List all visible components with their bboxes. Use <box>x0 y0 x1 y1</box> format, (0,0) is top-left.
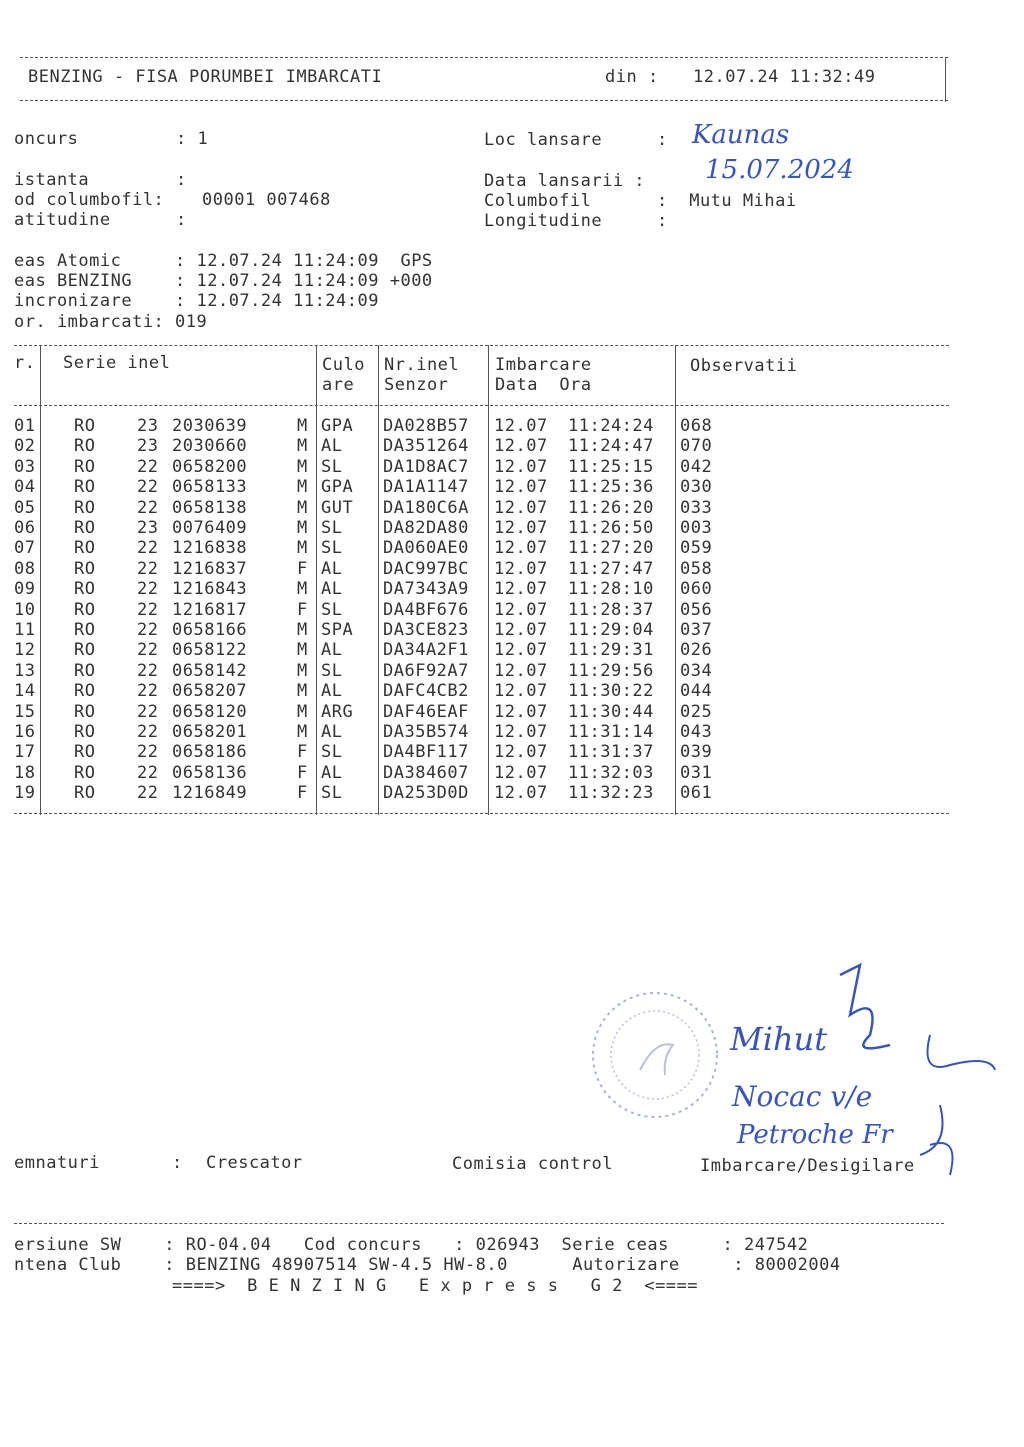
row-obs: 039 <box>680 742 713 763</box>
row-sex: M <box>297 477 308 498</box>
row-culoare: AL <box>321 762 343 783</box>
table-row <box>0 783 1024 803</box>
row-tara: RO <box>74 436 96 457</box>
row-tara: RO <box>74 497 96 518</box>
row-nr: 17 <box>14 742 36 763</box>
row-nr: 02 <box>14 436 36 457</box>
row-obs: 070 <box>680 436 713 457</box>
row-senzor: DA34A2F1 <box>383 640 469 661</box>
row-serie: 2030639 <box>172 416 248 436</box>
row-tara: RO <box>74 579 96 600</box>
row-ora: 11:25:15 <box>568 456 654 477</box>
row-obs: 043 <box>680 722 713 742</box>
row-nr: 11 <box>14 620 36 640</box>
table-row <box>0 457 1024 477</box>
row-senzor: DA180C6A <box>383 497 469 518</box>
cod-columbofil-value: 00001 007468 <box>202 190 331 210</box>
row-obs: 026 <box>680 640 713 661</box>
nr-imbarcati: or. imbarcati: 019 <box>14 312 208 332</box>
row-obs: 060 <box>680 579 713 600</box>
row-data: 12.07 <box>494 660 548 681</box>
row-nr: 14 <box>14 681 36 702</box>
row-culoare: AL <box>321 558 343 579</box>
table-top-rule <box>14 345 949 346</box>
row-obs: 056 <box>680 599 713 620</box>
row-sex: M <box>297 722 308 742</box>
row-serie: 2030660 <box>172 436 248 457</box>
distanta-label: istanta <box>14 170 90 190</box>
row-ora: 11:28:10 <box>568 579 654 600</box>
row-tara: RO <box>74 558 96 579</box>
col-header-imbarcare-1: Imbarcare <box>495 355 592 375</box>
row-an: 22 <box>137 477 159 498</box>
row-culoare: SL <box>321 783 343 804</box>
table-row <box>0 640 1024 660</box>
row-ora: 11:24:24 <box>568 416 654 436</box>
row-ora: 11:29:56 <box>568 660 654 681</box>
row-culoare: AL <box>321 579 343 600</box>
table-bottom-rule <box>14 813 949 814</box>
table-row <box>0 763 1024 783</box>
row-data: 12.07 <box>494 620 548 640</box>
col-header-nrinel-1: Nr.inel <box>384 355 460 375</box>
row-obs: 030 <box>680 477 713 498</box>
signature-flourish <box>820 955 1020 1185</box>
row-data: 12.07 <box>494 497 548 518</box>
row-ora: 11:32:23 <box>568 783 654 804</box>
row-serie: 1216849 <box>172 783 248 804</box>
imbarcare-desigilare-label: Imbarcare/Desigilare <box>700 1156 915 1176</box>
row-serie: 1216843 <box>172 579 248 600</box>
row-sex: M <box>297 660 308 681</box>
row-obs: 034 <box>680 660 713 681</box>
row-serie: 0658186 <box>172 742 248 763</box>
row-senzor: DA384607 <box>383 762 469 783</box>
row-tara: RO <box>74 640 96 661</box>
row-ora: 11:24:47 <box>568 436 654 457</box>
crescator-label: Crescator <box>206 1153 303 1173</box>
row-nr: 06 <box>14 518 36 538</box>
row-obs: 044 <box>680 681 713 702</box>
row-culoare: GPA <box>321 416 354 436</box>
signature-3: Petroche Fr <box>737 1120 893 1150</box>
row-an: 22 <box>137 783 159 804</box>
row-ora: 11:28:37 <box>568 599 654 620</box>
row-data: 12.07 <box>494 436 548 457</box>
row-culoare: SL <box>321 456 343 477</box>
row-ora: 11:32:03 <box>568 762 654 783</box>
row-obs: 058 <box>680 558 713 579</box>
row-ora: 11:31:37 <box>568 742 654 763</box>
comisia-label: Comisia control <box>452 1154 614 1174</box>
row-serie: 0658207 <box>172 681 248 702</box>
loc-lansare-handwritten: Kaunas <box>692 120 790 150</box>
longitudine-value: : <box>657 211 668 231</box>
row-sex: M <box>297 497 308 518</box>
row-nr: 08 <box>14 558 36 579</box>
col-header-culoare-2: are <box>322 375 355 395</box>
data-lansarii-label: Data lansarii : <box>484 171 646 191</box>
row-ora: 11:26:50 <box>568 518 654 538</box>
row-serie: 0076409 <box>172 518 248 538</box>
footer-rule <box>14 1223 944 1224</box>
row-tara: RO <box>74 477 96 498</box>
row-tara: RO <box>74 620 96 640</box>
row-senzor: DA3CE823 <box>383 620 469 640</box>
row-an: 22 <box>137 742 159 763</box>
row-tara: RO <box>74 762 96 783</box>
row-senzor: DA028B57 <box>383 416 469 436</box>
row-tara: RO <box>74 783 96 804</box>
row-senzor: DAFC4CB2 <box>383 681 469 702</box>
row-obs: 025 <box>680 701 713 722</box>
table-row <box>0 681 1024 701</box>
semnaturi-label: emnaturi <box>14 1153 100 1173</box>
row-sex: M <box>297 640 308 661</box>
row-an: 22 <box>137 722 159 742</box>
row-senzor: DA35B574 <box>383 722 469 742</box>
row-obs: 037 <box>680 620 713 640</box>
row-culoare: AL <box>321 436 343 457</box>
row-obs: 068 <box>680 416 713 436</box>
row-obs: 042 <box>680 456 713 477</box>
row-senzor: DA7343A9 <box>383 579 469 600</box>
row-sex: M <box>297 538 308 559</box>
row-an: 23 <box>137 416 159 436</box>
row-data: 12.07 <box>494 701 548 722</box>
row-ora: 11:30:44 <box>568 701 654 722</box>
print-date-label: din : <box>605 67 659 87</box>
footer-line-2: ntena Club : BENZING 48907514 SW-4.5 HW-8.0 Autorizare : 80002004 <box>14 1255 841 1275</box>
row-an: 22 <box>137 558 159 579</box>
row-sex: M <box>297 456 308 477</box>
row-serie: 0658138 <box>172 497 248 518</box>
footer-line-1: ersiune SW : RO-04.04 Cod concurs : 026943 Serie ceas : 247542 <box>14 1235 809 1255</box>
row-tara: RO <box>74 456 96 477</box>
row-nr: 15 <box>14 701 36 722</box>
table-row <box>0 661 1024 681</box>
row-sex: M <box>297 416 308 436</box>
row-an: 22 <box>137 660 159 681</box>
row-nr: 12 <box>14 640 36 661</box>
row-ora: 11:25:36 <box>568 477 654 498</box>
row-sex: F <box>297 742 308 763</box>
row-an: 22 <box>137 620 159 640</box>
row-ora: 11:26:20 <box>568 497 654 518</box>
row-tara: RO <box>74 742 96 763</box>
row-obs: 059 <box>680 538 713 559</box>
table-row <box>0 742 1024 762</box>
distanta-value: : <box>176 170 187 190</box>
row-data: 12.07 <box>494 599 548 620</box>
row-senzor: DA4BF676 <box>383 599 469 620</box>
latitudine-label: atitudine <box>14 210 111 230</box>
row-nr: 16 <box>14 722 36 742</box>
row-sex: M <box>297 518 308 538</box>
table-row <box>0 477 1024 497</box>
header-bottom-rule <box>20 100 948 101</box>
row-senzor: DA060AE0 <box>383 538 469 559</box>
col-header-observatii: Observatii <box>690 356 798 376</box>
ceas-benzing: eas BENZING : 12.07.24 11:24:09 +000 <box>14 271 433 291</box>
row-culoare: SL <box>321 518 343 538</box>
concurs-value: : 1 <box>176 129 209 149</box>
row-nr: 18 <box>14 762 36 783</box>
row-an: 22 <box>137 762 159 783</box>
row-nr: 13 <box>14 660 36 681</box>
row-data: 12.07 <box>494 416 548 436</box>
row-nr: 01 <box>14 416 36 436</box>
table-row <box>0 559 1024 579</box>
col-header-imbarcare-2: Data Ora <box>495 375 592 395</box>
row-data: 12.07 <box>494 681 548 702</box>
row-ora: 11:27:20 <box>568 538 654 559</box>
row-senzor: DA1D8AC7 <box>383 456 469 477</box>
row-senzor: DA253D0D <box>383 783 469 804</box>
row-serie: 0658142 <box>172 660 248 681</box>
row-serie: 0658122 <box>172 640 248 661</box>
header-right-edge <box>945 57 946 102</box>
row-senzor: DAC997BC <box>383 558 469 579</box>
semnaturi-sep: : <box>172 1153 183 1173</box>
row-ora: 11:29:31 <box>568 640 654 661</box>
row-senzor: DA6F92A7 <box>383 660 469 681</box>
row-nr: 03 <box>14 456 36 477</box>
row-an: 22 <box>137 599 159 620</box>
table-row <box>0 600 1024 620</box>
sincronizare: incronizare : 12.07.24 11:24:09 <box>14 291 379 311</box>
row-an: 22 <box>137 579 159 600</box>
row-data: 12.07 <box>494 762 548 783</box>
row-culoare: SL <box>321 660 343 681</box>
row-data: 12.07 <box>494 640 548 661</box>
row-culoare: AL <box>321 681 343 702</box>
row-data: 12.07 <box>494 477 548 498</box>
row-nr: 05 <box>14 497 36 518</box>
row-an: 22 <box>137 538 159 559</box>
col-header-nr: r. <box>14 353 36 373</box>
row-sex: F <box>297 783 308 804</box>
row-culoare: AL <box>321 722 343 742</box>
signature-2: Nocac v/e <box>732 1080 873 1113</box>
row-serie: 1216817 <box>172 599 248 620</box>
row-culoare: SPA <box>321 620 354 640</box>
col-header-serie: Serie inel <box>63 353 171 373</box>
columbofil-value: : Mutu Mihai <box>657 191 797 211</box>
row-nr: 07 <box>14 538 36 559</box>
cod-columbofil-label: od columbofil: <box>14 190 165 210</box>
table-row <box>0 538 1024 558</box>
row-nr: 19 <box>14 783 36 804</box>
row-senzor: DAF46EAF <box>383 701 469 722</box>
row-nr: 09 <box>14 579 36 600</box>
col-header-nrinel-2: Senzor <box>384 375 449 395</box>
row-sex: M <box>297 579 308 600</box>
row-culoare: GPA <box>321 477 354 498</box>
row-senzor: DA351264 <box>383 436 469 457</box>
row-data: 12.07 <box>494 456 548 477</box>
footer-banner: ====> B E N Z I N G E x p r e s s G 2 <==== <box>172 1276 699 1296</box>
row-sex: M <box>297 620 308 640</box>
row-obs: 003 <box>680 518 713 538</box>
table-row <box>0 416 1024 436</box>
row-ora: 11:27:47 <box>568 558 654 579</box>
row-obs: 031 <box>680 762 713 783</box>
ceas-atomic: eas Atomic : 12.07.24 11:24:09 GPS <box>14 251 433 271</box>
row-an: 22 <box>137 497 159 518</box>
table-row <box>0 702 1024 722</box>
row-data: 12.07 <box>494 722 548 742</box>
row-serie: 0658136 <box>172 762 248 783</box>
print-date-value: 12.07.24 11:32:49 <box>693 67 876 87</box>
row-sex: F <box>297 599 308 620</box>
row-data: 12.07 <box>494 538 548 559</box>
row-an: 23 <box>137 518 159 538</box>
row-tara: RO <box>74 681 96 702</box>
latitudine-value: : <box>176 210 187 230</box>
row-sex: M <box>297 681 308 702</box>
loc-lansare-label: Loc lansare <box>484 130 603 150</box>
row-serie: 0658166 <box>172 620 248 640</box>
row-sex: F <box>297 558 308 579</box>
row-sex: M <box>297 701 308 722</box>
row-ora: 11:29:04 <box>568 620 654 640</box>
row-an: 22 <box>137 701 159 722</box>
signature-1: Mihut <box>730 1020 828 1058</box>
row-serie: 1216837 <box>172 558 248 579</box>
row-tara: RO <box>74 701 96 722</box>
row-culoare: SL <box>321 538 343 559</box>
row-an: 23 <box>137 436 159 457</box>
row-culoare: AL <box>321 640 343 661</box>
row-sex: F <box>297 762 308 783</box>
row-culoare: ARG <box>321 701 354 722</box>
row-data: 12.07 <box>494 518 548 538</box>
row-data: 12.07 <box>494 579 548 600</box>
row-tara: RO <box>74 518 96 538</box>
row-tara: RO <box>74 660 96 681</box>
table-row <box>0 436 1024 456</box>
row-tara: RO <box>74 416 96 436</box>
row-tara: RO <box>74 538 96 559</box>
data-lansarii-handwritten: 15.07.2024 <box>705 155 854 185</box>
row-data: 12.07 <box>494 783 548 804</box>
row-nr: 04 <box>14 477 36 498</box>
row-an: 22 <box>137 640 159 661</box>
row-culoare: SL <box>321 599 343 620</box>
row-serie: 0658200 <box>172 456 248 477</box>
table-row <box>0 518 1024 538</box>
table-header-rule <box>14 405 949 406</box>
row-tara: RO <box>74 722 96 742</box>
row-tara: RO <box>74 599 96 620</box>
row-senzor: DA1A1147 <box>383 477 469 498</box>
row-serie: 0658120 <box>172 701 248 722</box>
row-obs: 061 <box>680 783 713 804</box>
row-culoare: GUT <box>321 497 354 518</box>
row-an: 22 <box>137 456 159 477</box>
row-senzor: DA82DA80 <box>383 518 469 538</box>
table-row <box>0 498 1024 518</box>
row-ora: 11:31:14 <box>568 722 654 742</box>
document-title: BENZING - FISA PORUMBEI IMBARCATI <box>28 67 383 87</box>
row-ora: 11:30:22 <box>568 681 654 702</box>
row-nr: 10 <box>14 599 36 620</box>
loc-lansare-sep: : <box>657 130 668 150</box>
concurs-label: oncurs <box>14 129 79 149</box>
row-obs: 033 <box>680 497 713 518</box>
row-sex: M <box>297 436 308 457</box>
table-row <box>0 579 1024 599</box>
row-serie: 0658201 <box>172 722 248 742</box>
row-serie: 0658133 <box>172 477 248 498</box>
col-header-culoare-1: Culo <box>322 355 365 375</box>
header-top-rule <box>20 57 948 58</box>
table-row <box>0 722 1024 742</box>
row-an: 22 <box>137 681 159 702</box>
row-serie: 1216838 <box>172 538 248 559</box>
longitudine-label: Longitudine <box>484 211 603 231</box>
club-stamp <box>585 985 725 1125</box>
row-senzor: DA4BF117 <box>383 742 469 763</box>
row-culoare: SL <box>321 742 343 763</box>
columbofil-label: Columbofil <box>484 191 592 211</box>
table-row <box>0 620 1024 640</box>
row-data: 12.07 <box>494 558 548 579</box>
row-data: 12.07 <box>494 742 548 763</box>
